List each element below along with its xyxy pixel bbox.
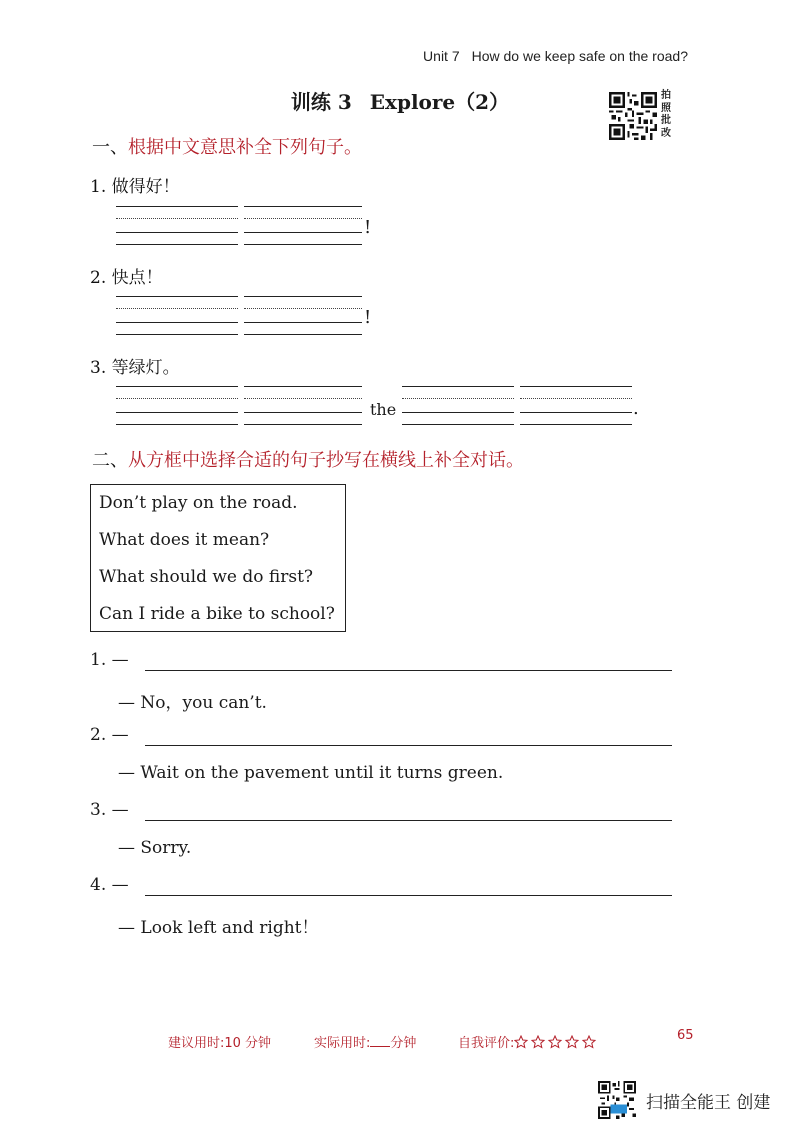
section1-instruction: 根据中文意思补全下列句子。 (128, 137, 362, 158)
question-2-text: 快点！ (111, 268, 163, 288)
writing-line-q1-word2[interactable] (244, 206, 362, 246)
dialog-1-prompt (90, 650, 129, 670)
answer-line-2[interactable] (145, 745, 672, 746)
dialog-3-response: — Sorry. (118, 838, 192, 858)
dialog-2-prompt (90, 725, 129, 745)
answer-line-1[interactable] (145, 670, 672, 671)
dialog-4-number: 4. (90, 875, 107, 895)
section1-marker: 一、 (92, 137, 128, 158)
writing-line-q3-word3[interactable] (402, 386, 514, 426)
dialog-1-number: 1. (90, 650, 107, 670)
answer-line-4[interactable] (145, 895, 672, 896)
section2-heading (92, 446, 524, 472)
writing-line-q2-word1[interactable] (116, 296, 238, 336)
page-title (0, 86, 800, 115)
question-1-label (90, 172, 180, 197)
page-number: 65 (677, 1028, 694, 1043)
writing-line-q3-word1[interactable] (116, 386, 238, 426)
options-box (90, 484, 346, 632)
scanner-watermark: 扫描全能王 创建 (646, 1093, 771, 1113)
dialog-3-prompt (90, 800, 129, 820)
writing-line-q1-word1[interactable] (116, 206, 238, 246)
dialog-4-dash: — (111, 875, 129, 895)
writing-line-q3-word4[interactable] (520, 386, 632, 426)
dialog-4-response: — Look left and right！ (118, 918, 319, 938)
dialog-1-response: — No，you can’t. (118, 693, 267, 713)
self-evaluation (458, 1032, 600, 1051)
actual-time-unit: 分钟 (390, 1036, 417, 1051)
unit-subtitle: How do we keep safe on the road? (471, 48, 688, 64)
answer-line-3[interactable] (145, 820, 672, 821)
dialog-2-number: 2. (90, 725, 107, 745)
dialog-1-dash: — (111, 650, 129, 670)
lesson-topic: Explore（2） (369, 90, 510, 114)
section2-instruction: 从方框中选择合适的句子抄写在横线上补全对话。 (128, 450, 524, 471)
self-eval-label: 自我评价: (458, 1036, 515, 1051)
dialog-2-response: — Wait on the pavement until it turns green. (118, 763, 504, 783)
dialog-3-number: 3. (90, 800, 107, 820)
q1-end-punct: ! (364, 217, 372, 238)
writing-line-q3-word2[interactable] (244, 386, 362, 426)
dialog-2-dash: — (111, 725, 129, 745)
dialog-4-prompt (90, 875, 129, 895)
scanner-qr-code-icon (598, 1081, 636, 1119)
question-3-text: 等绿灯。 (111, 358, 180, 378)
question-2-number: 2. (90, 268, 107, 288)
question-2-label (90, 263, 163, 288)
qr-code-icon[interactable] (609, 92, 657, 140)
option-4: Can I ride a bike to school? (99, 604, 335, 624)
unit-label: Unit 7 (423, 48, 460, 64)
writing-line-q2-word2[interactable] (244, 296, 362, 336)
option-2: What does it mean? (99, 530, 270, 550)
dialog-3-dash: — (111, 800, 129, 820)
suggested-time: 建议用时:10 分钟 (168, 1036, 272, 1051)
question-1-number: 1. (90, 177, 107, 197)
question-3-label (90, 353, 180, 378)
actual-time (314, 1032, 416, 1051)
star-rating-icon[interactable] (514, 1035, 600, 1049)
qr-label: 拍照批改 (661, 90, 671, 139)
section1-heading (92, 133, 362, 159)
q3-middle-word: the (370, 400, 397, 419)
actual-time-blank[interactable] (370, 1036, 390, 1047)
actual-time-label: 实际用时: (314, 1036, 371, 1051)
option-1: Don’t play on the road. (99, 493, 298, 513)
question-3-number: 3. (90, 358, 107, 378)
q3-end-punct: . (633, 398, 639, 419)
option-3: What should we do first? (99, 567, 314, 587)
lesson-label: 训练 3 (290, 90, 352, 114)
unit-header (423, 48, 688, 64)
q2-end-punct: ! (364, 307, 372, 328)
question-1-text: 做得好！ (111, 177, 180, 197)
section2-marker: 二、 (92, 450, 128, 471)
